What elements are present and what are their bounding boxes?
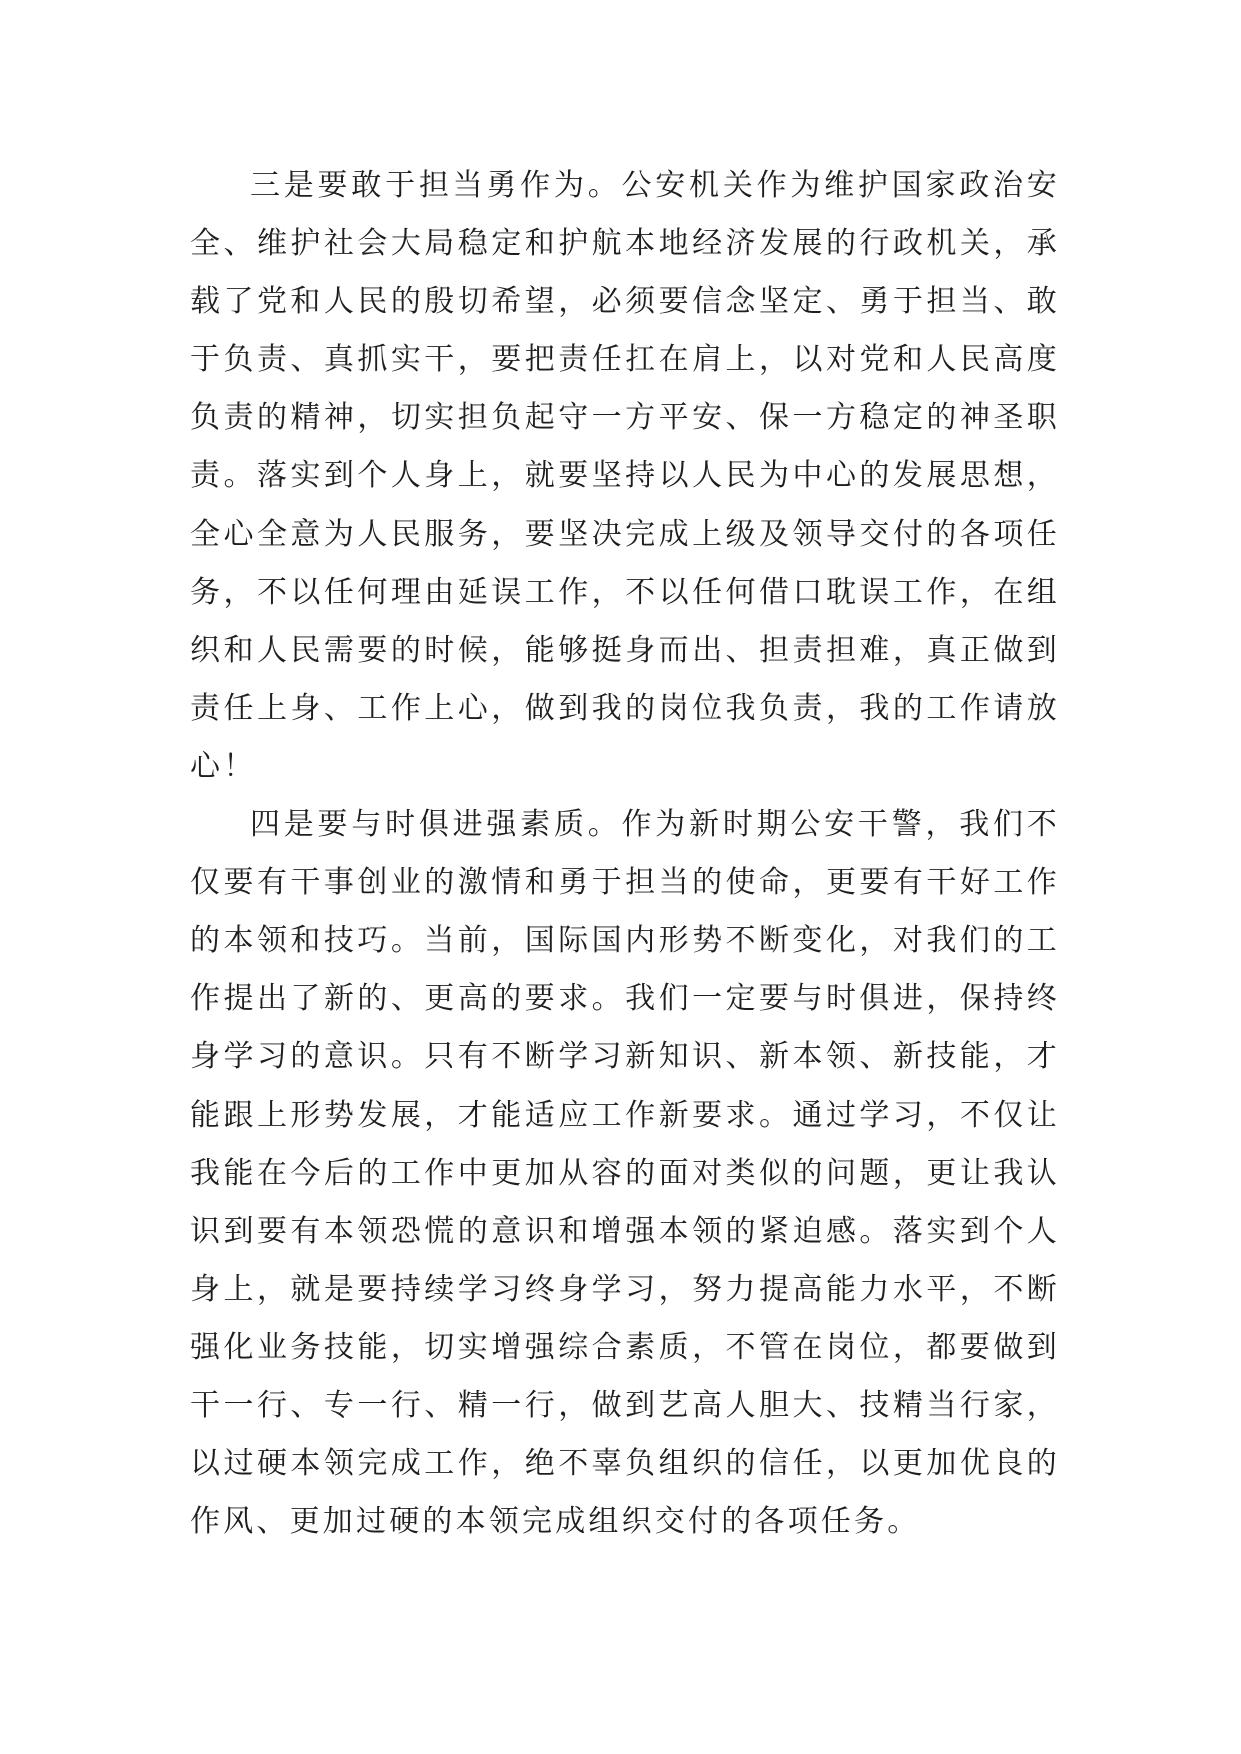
paragraph-item-4: 四是要与时俱进强素质。作为新时期公安干警，我们不仅要有干事创业的激情和勇于担当的使命，更要有干好工作的本领和技巧。当前，国际国内形势不断变化，对我们的工作提出了新的、更高的要求。我们一定要与时俱进，保持终身学习的意识。只有不断学习新知识、新本领、新技能，才能跟上形势发展，才能适应工作新要求。通过学习，不仅让我能在今后的工作中更加从容的面对类似的问题，更让我认识到要有本领恐慌的意识和增强本领的紧迫感。落实到个人身上，就是要持续学习终身学习，努力提高能力水平，不断强化业务技能，切实增强综合素质，不管在岗位，都要做到干一行、专一行、精一行，做到艺高人胆大、技精当行家，以过硬本领完成工作，绝不辜负组织的信任，以更加优良的作风、更加过硬的本领完成组织交付的各项任务。	[190, 807, 1060, 1540]
paragraph-item-3: 三是要敢于担当勇作为。公安机关作为维护国家政治安全、维护社会大局稳定和护航本地经济发展的行政机关，承载了党和人民的殷切希望，必须要信念坚定、勇于担当、敢于负责、真抓实干，要把责任扛在肩上，以对党和人民高度负责的精神，切实担负起守一方平安、保一方稳定的神圣职责。落实到个人身上，就要坚持以人民为中心的发展思想，全心全意为人民服务，要坚决完成上级及领导交付的各项任务，不以任何理由延误工作，不以任何借口耽误工作，在组织和人民需要的时候，能够挺身而出、担责担难，真正做到责任上身、工作上心，做到我的岗位我负责，我的工作请放心！	[190, 168, 1060, 784]
document-body	[190, 157, 1060, 1551]
